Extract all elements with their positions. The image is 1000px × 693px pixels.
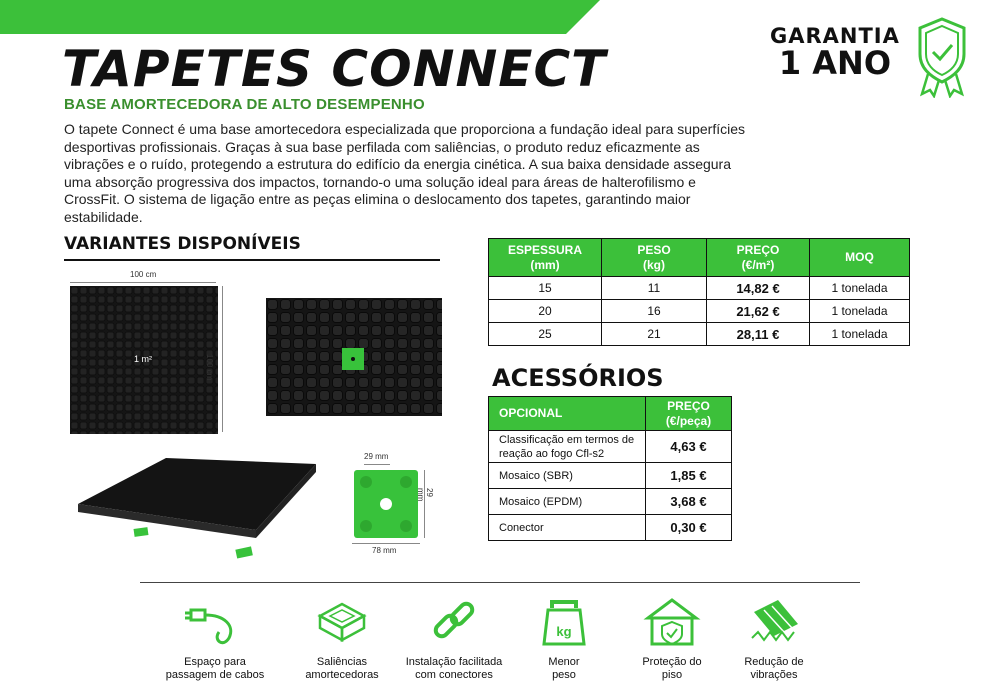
connector-height-label: 29 mm (416, 488, 434, 502)
svg-text:kg: kg (556, 624, 572, 639)
feature-cushion (282, 596, 402, 682)
cell-price: 0,30 € (646, 515, 732, 541)
connector-shape (352, 468, 420, 540)
col-header-weight: PESO (kg) (602, 239, 707, 277)
feature-connectors (394, 596, 514, 682)
shield-check-icon (912, 16, 972, 98)
connector-top-line (364, 464, 390, 465)
table-header-row (489, 397, 732, 431)
warranty-label: GARANTIA (770, 24, 900, 48)
feature-label: passagem de cabos (165, 669, 265, 681)
connector-drawing (346, 448, 446, 560)
kg-weight-icon (534, 596, 594, 648)
cell-weight: 11 (602, 277, 707, 300)
table-header-row (489, 239, 910, 277)
col-header-price: PREÇO (€/m²) (707, 239, 810, 277)
vibration-icon (744, 596, 804, 648)
table-row (489, 463, 732, 489)
accessories-table (488, 396, 732, 541)
table-row (489, 300, 910, 323)
warranty-duration: 1 ANO (778, 44, 892, 82)
dimension-line-right (222, 286, 223, 432)
feature-label: Redução de (744, 656, 804, 668)
header-accent-bar (0, 0, 600, 34)
mat-top-view (64, 270, 244, 440)
cable-plug-icon (185, 596, 245, 648)
connector-right-line (424, 470, 425, 538)
mat-width-label: 100 cm (130, 270, 157, 279)
feature-label: Saliências (316, 656, 368, 668)
cell-price: 4,63 € (646, 431, 732, 463)
cell-moq: 1 tonelada (810, 323, 910, 346)
cell-weight: 21 (602, 323, 707, 346)
col-header-moq: MOQ (810, 239, 910, 277)
table-row (489, 489, 732, 515)
table-row (489, 323, 910, 346)
page-subtitle: BASE AMORTECEDORA DE ALTO DESEMPENHO (64, 96, 425, 113)
cell-thickness: 25 (489, 323, 602, 346)
cell-moq: 1 tonelada (810, 277, 910, 300)
table-row (489, 431, 732, 463)
cell-option: Classificação em termos de reação ao fogo Cfl-s2 (489, 431, 646, 463)
connector-bottom-line (352, 543, 420, 544)
cell-option: Mosaico (SBR) (489, 463, 646, 489)
features-divider (140, 582, 860, 583)
connector-top-label: 29 mm (364, 452, 389, 461)
feature-weight (504, 596, 624, 682)
cell-thickness: 15 (489, 277, 602, 300)
feature-label: peso (552, 669, 576, 681)
warranty-badge (770, 24, 900, 82)
cell-option: Mosaico (EPDM) (489, 489, 646, 515)
feature-label: Espaço para (184, 656, 246, 668)
product-description: O tapete Connect é uma base amortecedora especializada que proporciona a fundação ideal para superfícies desportivas profissionais. Graças à sua base perfilada com saliências, o produto reduz eficazmente as vibrações e o ruído, protegendo a estrutura do edifício da energia cinética. A sua baixa densidade assegura uma absorção progressiva dos impactos, tornando-o uma solução ideal para áreas de halterofilismo e CrossFit. O sistema de ligação entre as peças elimina o deslocamento dos tapetes, garantindo maior estabilidade. (64, 121, 745, 225)
variants-table (488, 238, 910, 346)
feature-label: Menor (548, 656, 580, 668)
cell-price: 14,82 € (707, 277, 810, 300)
mat-connector-view (266, 298, 442, 416)
feature-label: vibrações (750, 669, 798, 681)
cell-price: 3,68 € (646, 489, 732, 515)
chain-link-icon (424, 596, 484, 648)
mat-perspective-view (66, 454, 324, 566)
cushion-block-icon (312, 596, 372, 648)
feature-label: Proteção do (642, 656, 702, 668)
col-header-thickness: ESPESSURA (mm) (489, 239, 602, 277)
cell-price: 21,62 € (707, 300, 810, 323)
variants-heading: VARIANTES DISPONÍVEIS (64, 234, 301, 254)
cell-weight: 16 (602, 300, 707, 323)
table-row (489, 515, 732, 541)
feature-cables (155, 596, 275, 682)
cell-thickness: 20 (489, 300, 602, 323)
accessories-heading: ACESSÓRIOS (492, 364, 664, 392)
dimension-line-top (70, 282, 216, 283)
cell-moq: 1 tonelada (810, 300, 910, 323)
table-row (489, 277, 910, 300)
page-title: TAPETES CONNECT (62, 40, 607, 98)
cell-price: 1,85 € (646, 463, 732, 489)
feature-label: Instalação facilitada (405, 656, 503, 668)
feature-label: com conectores (415, 669, 493, 681)
mat-area-label: 1 m² (134, 354, 152, 364)
feature-label: piso (661, 669, 683, 681)
mat-height-label: 100 cm (205, 354, 214, 381)
cell-price: 28,11 € (707, 323, 810, 346)
feature-vibration (714, 596, 834, 682)
variants-underline (64, 259, 440, 261)
col-header-price: PREÇO (€/peça) (646, 397, 732, 431)
connector-width-label: 78 mm (372, 546, 397, 555)
feature-label: amortecedoras (305, 669, 379, 681)
col-header-option: OPCIONAL (489, 397, 646, 431)
house-shield-icon (642, 596, 702, 648)
cell-option: Conector (489, 515, 646, 541)
